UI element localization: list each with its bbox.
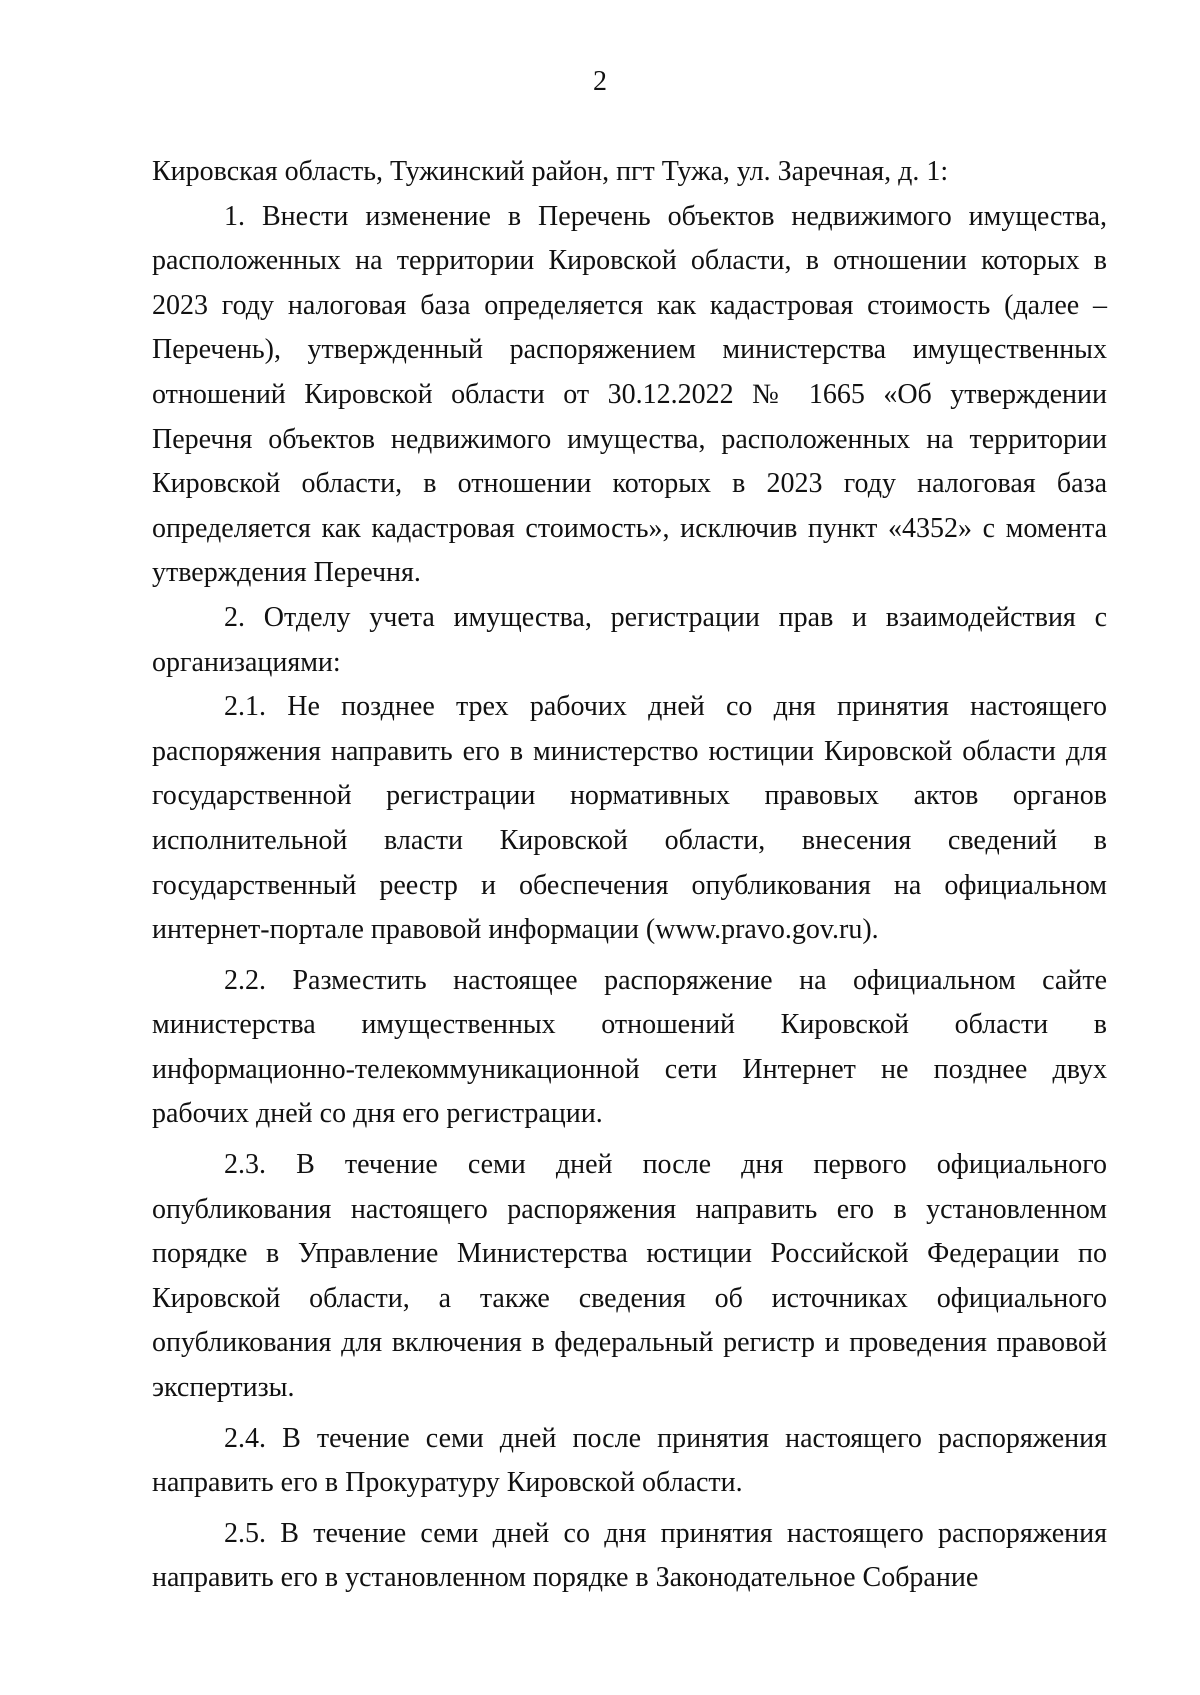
paragraph-2-1: 2.1. Не позднее трех рабочих дней со дня принятия настоящего распоряжения направить его в министерство юстиции Кировской области для государственной регистрации нормативных правовых актов органов исполнительной власти Кировской области, внесения сведений в государственный реестр и обеспечения опубликования на официальном интернет-портале правовой информации (www.pravo.gov.ru). [152,691,1107,946]
paragraph-2: 2. Отделу учета имущества, регистрации прав и взаимодействия с организациями: [152,601,1107,678]
document-body [152,150,1107,1601]
paragraph-1: 1. Внести изменение в Перечень объектов недвижимого имущества, расположенных на территории Кировской области, в отношении которых в 2023 году налоговая база определяется как кадастровая стоимость (далее – Перечень), утвержденный распоряжением министерства имущественных отношений Кировской области от 30.12.2022 № 1665 «Об утверждении Перечня объектов недвижимого имущества, расположенных на территории Кировской области, в отношении которых в 2023 году налоговая база определяется как кадастровая стоимость», исключив пункт «4352» с момента утверждения Перечня. [152,200,1107,589]
address-line: Кировская область, Тужинский район, пгт Тужа, ул. Заречная, д. 1: [152,156,949,187]
paragraph-2-4: 2.4. В течение семи дней после принятия настоящего распоряжения направить его в Прокуратуру Кировской области. [152,1422,1107,1499]
paragraph-2-3: 2.3. В течение семи дней после дня первого официального опубликования настоящего распоряжения направить его в установленном порядке в Управление Министерства юстиции Российской Федерации по Кировской области, а также сведения об источниках официального опубликования для включения в федеральный регистр и проведения правовой экспертизы. [152,1149,1107,1404]
paragraph-2-2: 2.2. Разместить настоящее распоряжение на официальном сайте министерства имущественных отношений Кировской области в информационно-телекоммуникационной сети Интернет не позднее двух рабочих дней со дня его регистрации. [152,964,1107,1130]
page-number: 2 [593,66,607,97]
paragraph-2-5: 2.5. В течение семи дней со дня принятия настоящего распоряжения направить его в установленном порядке в Законодательное Собрание [152,1517,1107,1594]
